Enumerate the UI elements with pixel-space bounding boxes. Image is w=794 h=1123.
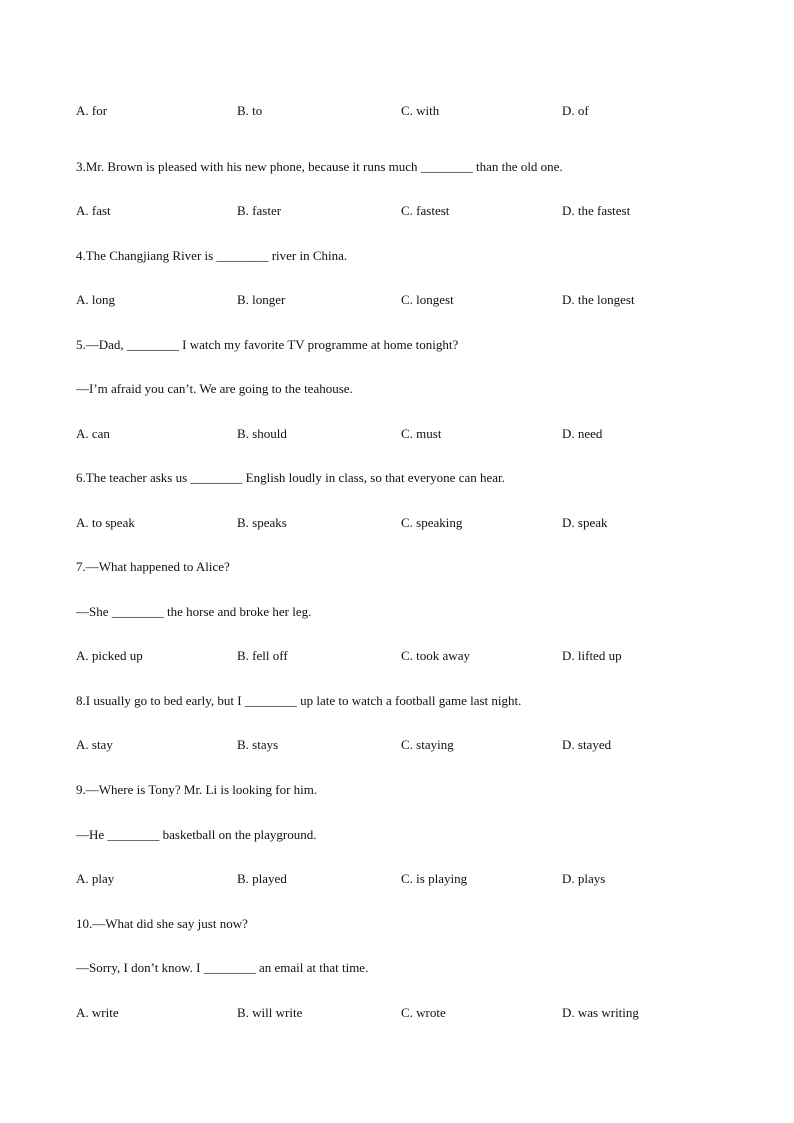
q8-option-d[interactable]: D. stayed bbox=[562, 737, 612, 752]
q9-option-a[interactable]: A. play bbox=[76, 871, 115, 886]
q7-option-d[interactable]: D. lifted up bbox=[562, 648, 622, 663]
q9-option-d[interactable]: D. plays bbox=[562, 871, 606, 886]
q6-stem: 6.The teacher asks us ________ English loudly in class, so that everyone can hear. bbox=[76, 470, 505, 485]
q10-stem: 10.—What did she say just now? bbox=[76, 916, 248, 931]
q8-stem: 8.I usually go to bed early, but I ________ up late to watch a football game last night. bbox=[76, 693, 522, 708]
q6-options bbox=[0, 515, 794, 531]
q8-option-c[interactable]: C. staying bbox=[401, 737, 454, 752]
q10-option-b[interactable]: B. will write bbox=[237, 1005, 303, 1020]
q7-reply: —She ________ the horse and broke her leg. bbox=[76, 604, 312, 619]
q6-option-d[interactable]: D. speak bbox=[562, 515, 608, 530]
q4-option-a[interactable]: A. long bbox=[76, 292, 115, 307]
q3-option-b[interactable]: B. faster bbox=[237, 203, 282, 218]
q9-stem: 9.—Where is Tony? Mr. Li is looking for him. bbox=[76, 782, 318, 797]
q3-option-d[interactable]: D. the fastest bbox=[562, 203, 631, 218]
q4-option-c[interactable]: C. longest bbox=[401, 292, 454, 307]
q2-options bbox=[0, 103, 794, 119]
q9-reply: —He ________ basketball on the playground. bbox=[76, 827, 317, 842]
q2-option-c[interactable]: C. with bbox=[401, 103, 440, 118]
q2-option-d[interactable]: D. of bbox=[562, 103, 589, 118]
q3-option-a[interactable]: A. fast bbox=[76, 203, 111, 218]
q7-option-b[interactable]: B. fell off bbox=[237, 648, 288, 663]
q2-option-a[interactable]: A. for bbox=[76, 103, 108, 118]
q3-option-c[interactable]: C. fastest bbox=[401, 203, 450, 218]
q7-options bbox=[0, 648, 794, 664]
q5-option-a[interactable]: A. can bbox=[76, 426, 110, 441]
q9-option-c[interactable]: C. is playing bbox=[401, 871, 468, 886]
q6-option-b[interactable]: B. speaks bbox=[237, 515, 287, 530]
q4-stem: 4.The Changjiang River is ________ river in China. bbox=[76, 248, 348, 263]
q8-options bbox=[0, 737, 794, 753]
q6-option-a[interactable]: A. to speak bbox=[76, 515, 135, 530]
q5-options bbox=[0, 426, 794, 442]
q5-stem: 5.—Dad, ________ I watch my favorite TV programme at home tonight? bbox=[76, 337, 459, 352]
q8-option-b[interactable]: B. stays bbox=[237, 737, 279, 752]
q5-option-d[interactable]: D. need bbox=[562, 426, 603, 441]
q5-option-b[interactable]: B. should bbox=[237, 426, 287, 441]
q3-stem: 3.Mr. Brown is pleased with his new phone, because it runs much ________ than the old one. bbox=[76, 159, 563, 174]
q10-option-c[interactable]: C. wrote bbox=[401, 1005, 446, 1020]
q10-options bbox=[0, 1005, 794, 1021]
q5-reply: —I’m afraid you can’t. We are going to the teahouse. bbox=[76, 381, 353, 396]
q10-option-d[interactable]: D. was writing bbox=[562, 1005, 639, 1020]
q3-options bbox=[0, 203, 794, 219]
q4-options bbox=[0, 292, 794, 308]
q2-option-b[interactable]: B. to bbox=[237, 103, 263, 118]
q7-stem: 7.—What happened to Alice? bbox=[76, 559, 230, 574]
q7-option-c[interactable]: C. took away bbox=[401, 648, 470, 663]
q7-option-a[interactable]: A. picked up bbox=[76, 648, 143, 663]
q4-option-b[interactable]: B. longer bbox=[237, 292, 286, 307]
q10-option-a[interactable]: A. write bbox=[76, 1005, 119, 1020]
q9-option-b[interactable]: B. played bbox=[237, 871, 287, 886]
q9-options bbox=[0, 871, 794, 887]
q5-option-c[interactable]: C. must bbox=[401, 426, 442, 441]
q8-option-a[interactable]: A. stay bbox=[76, 737, 113, 752]
q6-option-c[interactable]: C. speaking bbox=[401, 515, 463, 530]
q4-option-d[interactable]: D. the longest bbox=[562, 292, 635, 307]
q10-reply: —Sorry, I don’t know. I ________ an email at that time. bbox=[76, 960, 369, 975]
